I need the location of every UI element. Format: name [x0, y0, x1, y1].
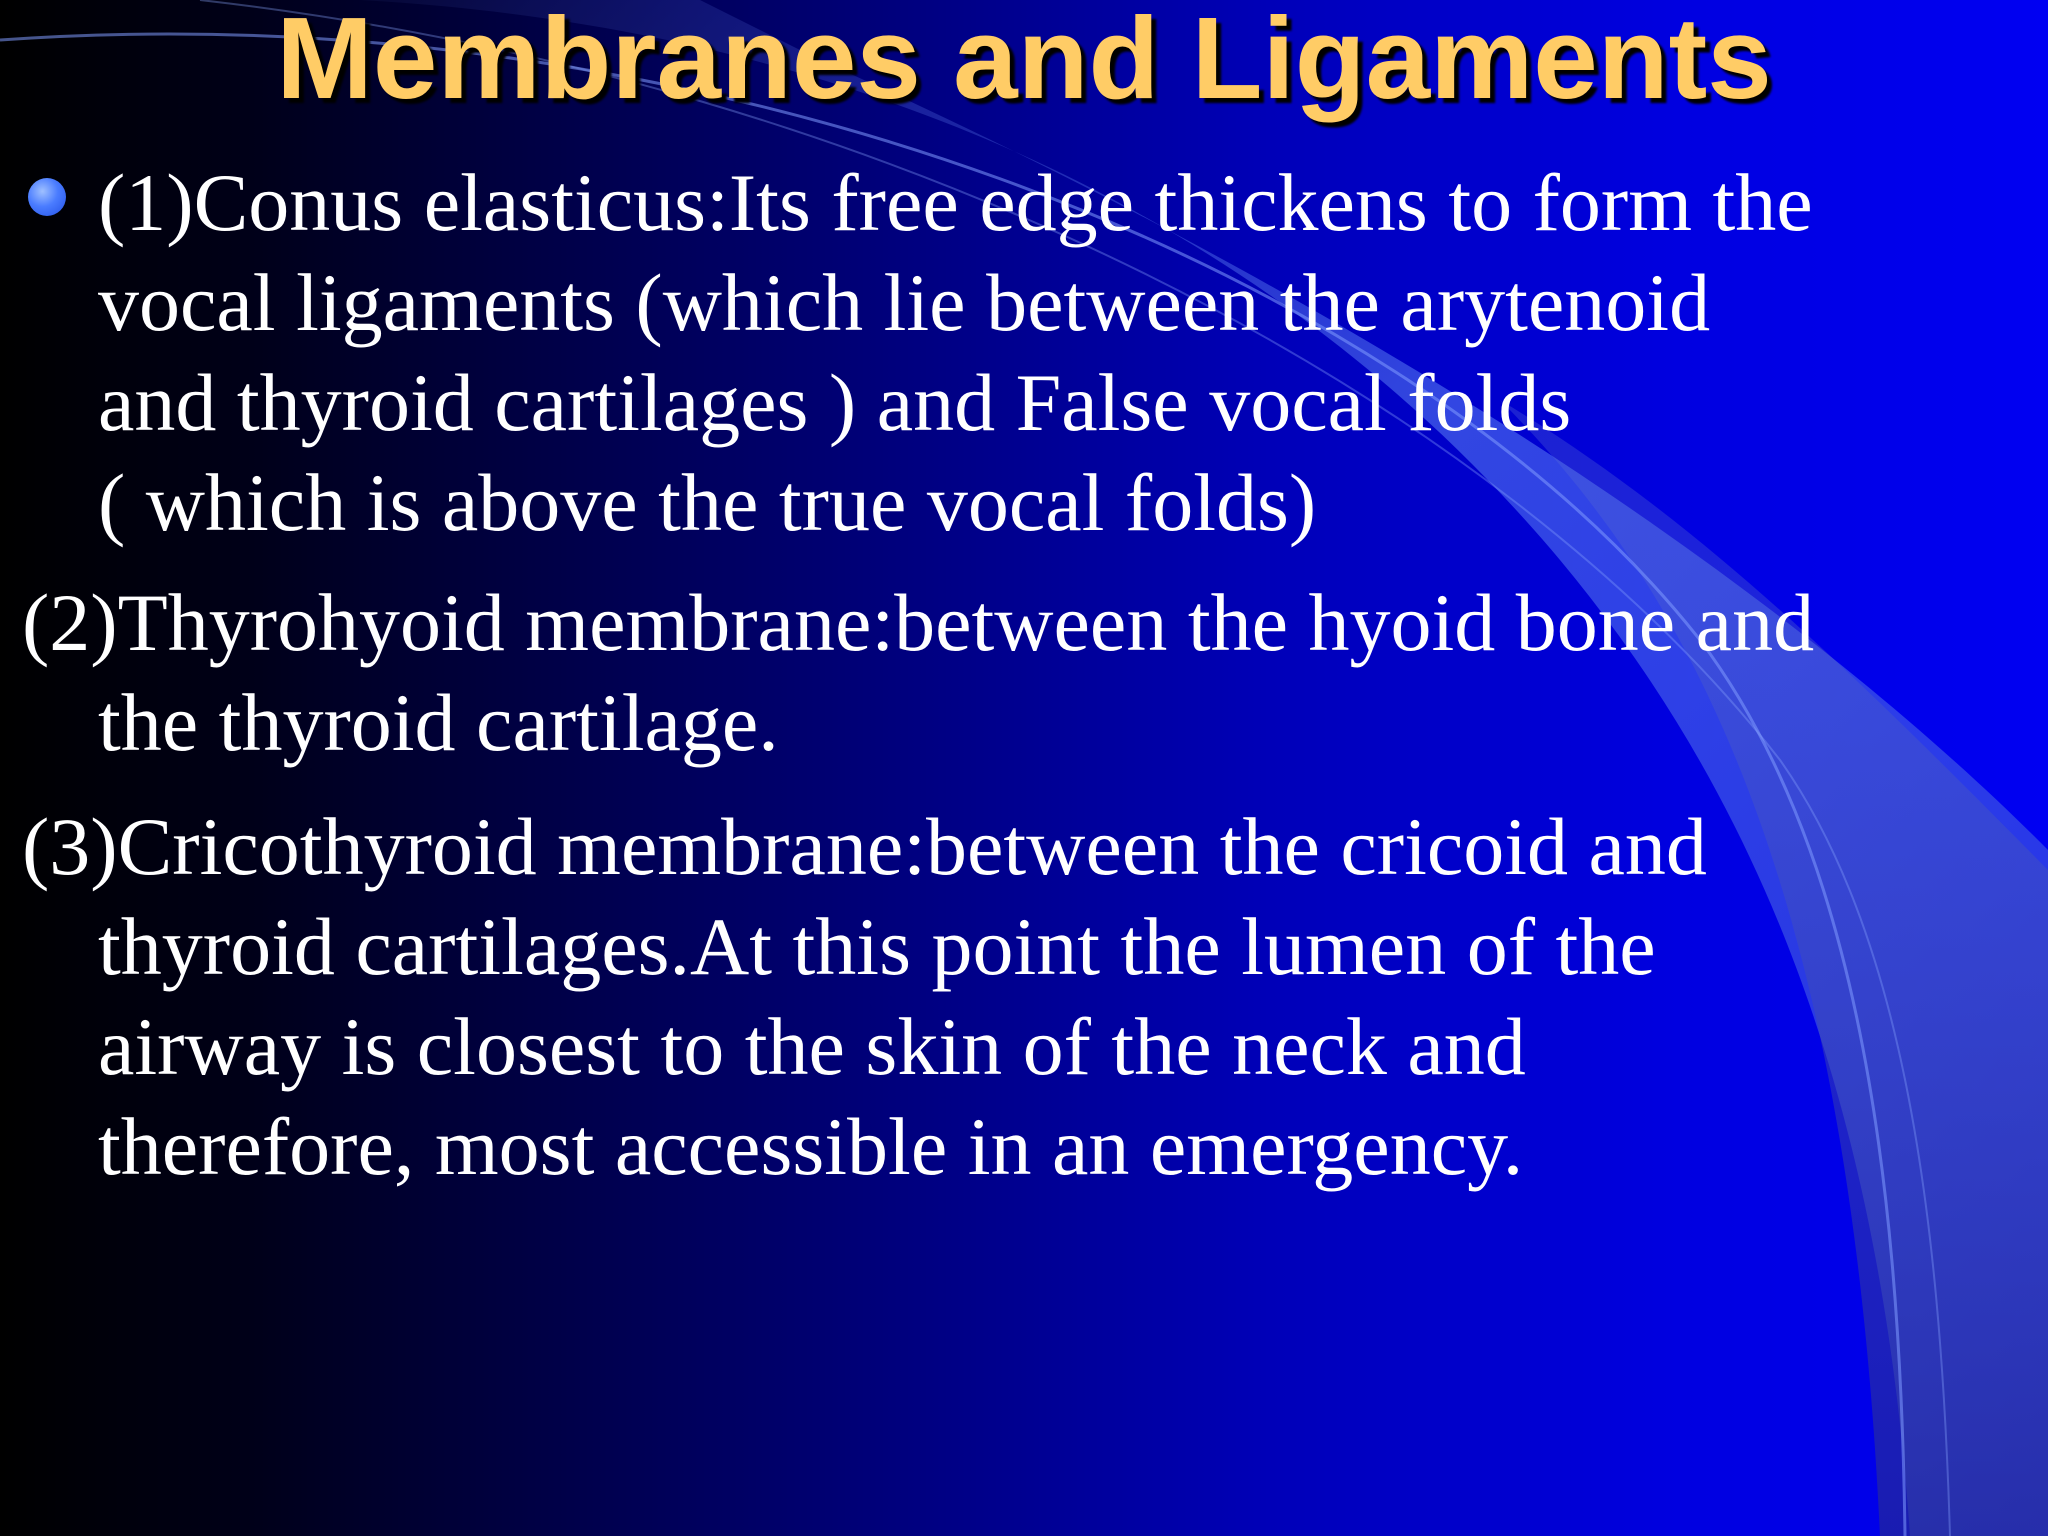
- item-1-line-4: ( which is above the true vocal folds): [98, 457, 1317, 548]
- item-3-line-2: thyroid cartilages.At this point the lumen of the: [98, 901, 1656, 992]
- round-bullet-icon: [28, 178, 66, 216]
- item-2-line-2: the thyroid cartilage.: [98, 677, 779, 768]
- item-1-line-2: vocal ligaments (which lie between the arytenoid: [98, 257, 1711, 348]
- item-3-line-1: (3)Cricothyroid membrane:between the cricoid and: [22, 801, 1707, 892]
- item-3-line-4: therefore, most accessible in an emergency.: [98, 1101, 1524, 1192]
- slide-title: Membranes and Ligaments: [276, 0, 1772, 123]
- item-3-line-3: airway is closest to the skin of the neck and: [98, 1001, 1526, 1092]
- item-1-line-3: and thyroid cartilages ) and False vocal folds: [98, 357, 1572, 448]
- item-1-line-1: (1)Conus elasticus:Its free edge thickens to form the: [98, 157, 1813, 248]
- item-2-line-1: (2)Thyrohyoid membrane:between the hyoid bone and: [22, 577, 1815, 668]
